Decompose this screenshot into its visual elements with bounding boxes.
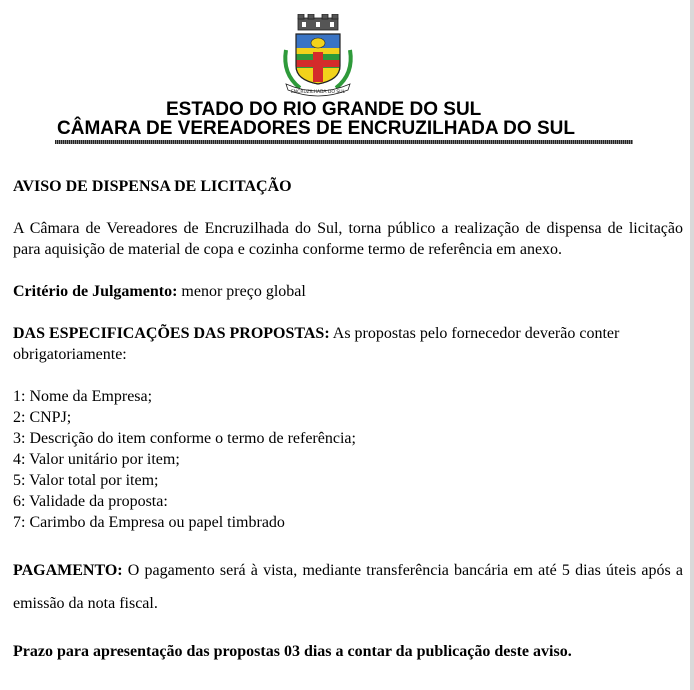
chamber-heading: CÂMARA DE VEREADORES DE ENCRUZILHADA DO SUL [57, 118, 575, 139]
list-item: 1: Nome da Empresa; [13, 388, 153, 405]
list-item: 2: CNPJ; [13, 409, 72, 426]
list-item: 7: Carimbo da Empresa ou papel timbrado [13, 514, 285, 531]
notice-title: AVISO DE DISPENSA DE LICITAÇÃO [13, 178, 292, 195]
payment-label: PAGAMENTO: [13, 562, 123, 579]
specs-text: As propostas pelo fornecedor deverão conter obrigatoriamente: [13, 325, 620, 363]
criterion-label: Critério de Julgamento: [13, 283, 178, 300]
list-item: 5: Valor total por item; [13, 472, 159, 489]
state-heading: ESTADO DO RIO GRANDE DO SUL [166, 99, 482, 120]
list-item: 3: Descrição do item conforme o termo de referência; [13, 430, 356, 447]
list-item: 4: Valor unitário por item; [13, 451, 180, 468]
payment-text: O pagamento será à vista, mediante transferência bancária em até 5 dias úteis após a emissão da nota fiscal. [13, 562, 683, 612]
specs-label: DAS ESPECIFICAÇÕES DAS PROPOSTAS: [13, 325, 330, 342]
list-item: 6: Validade da proposta: [13, 493, 168, 510]
criterion-paragraph [13, 281, 683, 302]
page-edge [690, 0, 694, 690]
header-divider [55, 140, 633, 144]
crest-ribbon-text: ENCRUZILHADA DO SUL [290, 90, 346, 95]
notice-intro: A Câmara de Vereadores de Encruzilhada do Sul, torna público a realização de dispensa de licitação para aquisição de material de copa e cozinha conforme termo de referência em anexo. [13, 220, 683, 258]
specs-paragraph [13, 323, 683, 365]
notice-body [13, 176, 683, 662]
criterion-value: menor preço global [177, 283, 306, 300]
deadline-notice: Prazo para apresentação das propostas 03 dias a contar da publicação deste aviso. [13, 643, 572, 660]
payment-paragraph [13, 554, 683, 620]
coat-of-arms-icon [278, 14, 358, 98]
